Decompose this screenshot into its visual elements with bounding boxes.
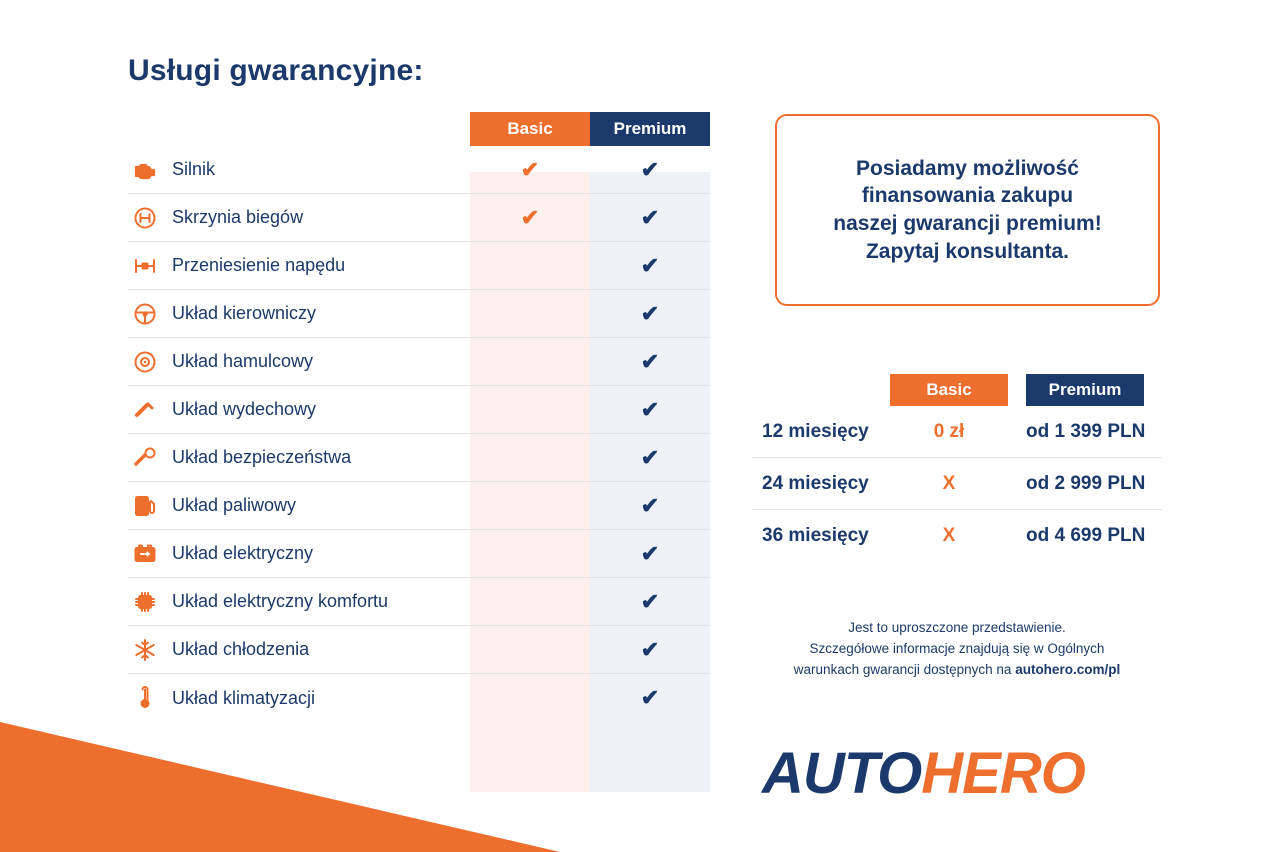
- basic-check: ✔: [520, 156, 540, 182]
- service-label-cell: [128, 541, 470, 567]
- service-label: Układ klimatyzacji: [172, 687, 316, 708]
- battery-icon: [132, 541, 158, 567]
- service-label-cell: [128, 589, 470, 615]
- fuel-pump-icon: [132, 493, 158, 519]
- service-label: Układ kierowniczy: [172, 303, 317, 323]
- logo-auto: AUTO: [762, 741, 922, 806]
- services-table: [128, 112, 710, 722]
- premium-check: ✔: [640, 156, 660, 182]
- pricing-row: [752, 510, 1162, 562]
- promo-line-1: Posiadamy możliwość: [856, 156, 1079, 180]
- service-label-cell: [128, 349, 470, 375]
- pricing-basic-value: X: [942, 472, 956, 494]
- promo-line-3: naszej gwarancji premium!: [833, 212, 1102, 235]
- drivetrain-icon: [132, 253, 158, 279]
- service-label: Układ hamulcowy: [172, 351, 314, 371]
- premium-check: ✔: [640, 685, 660, 710]
- service-label-cell: [128, 397, 470, 423]
- service-label: Układ wydechowy: [172, 399, 317, 419]
- service-label: Silnik: [172, 159, 216, 179]
- premium-check: ✔: [640, 636, 660, 662]
- table-row: [128, 146, 710, 194]
- steering-wheel-icon: [132, 301, 158, 327]
- disclaimer-line-1: Jest to uproszczone przedstawienie.: [848, 620, 1066, 635]
- autohero-link[interactable]: autohero.com/pl: [1015, 661, 1121, 677]
- pricing-row: [752, 406, 1162, 458]
- services-panel: [128, 54, 713, 722]
- table-row: [128, 434, 710, 482]
- premium-check: ✔: [640, 348, 660, 374]
- pricing-premium-value: od 4 699 PLN: [1026, 525, 1146, 546]
- premium-check: ✔: [640, 492, 660, 518]
- engine-icon: [132, 157, 158, 183]
- premium-check: ✔: [640, 204, 660, 230]
- service-label: Przeniesienie napędu: [172, 255, 346, 275]
- table-row: [128, 674, 710, 722]
- promo-text: [833, 155, 1101, 266]
- pricing-basic-value: X: [942, 525, 956, 546]
- gearbox-icon: [132, 205, 158, 231]
- services-table-header: [128, 112, 710, 146]
- premium-check: ✔: [640, 252, 660, 278]
- disclaimer-text: [752, 618, 1162, 681]
- logo-hero: HERO: [921, 741, 1085, 806]
- pricing-basic-value: 0 zł: [933, 420, 965, 442]
- table-row: [128, 338, 710, 386]
- brake-disc-icon: [132, 349, 158, 375]
- disclaimer-line-3: [752, 660, 1162, 681]
- service-label: Skrzynia biegów: [172, 207, 304, 227]
- service-label-cell: [128, 253, 470, 279]
- exhaust-icon: [132, 397, 158, 423]
- pricing-header-premium: Premium: [1026, 374, 1144, 406]
- service-label-cell: [128, 445, 470, 471]
- pricing-table: [752, 374, 1162, 562]
- service-label-cell: [128, 205, 470, 231]
- table-row: [128, 482, 710, 530]
- pricing-term: 36 miesięcy: [762, 525, 869, 546]
- chip-icon: [132, 589, 158, 615]
- disclaimer-line-3-prefix: warunkach gwarancji dostępnych na: [793, 661, 1016, 677]
- snowflake-icon: [132, 637, 158, 663]
- thermometer-icon: [132, 685, 158, 711]
- basic-check: ✔: [520, 204, 540, 230]
- service-label-cell: [128, 685, 470, 711]
- table-row: [128, 194, 710, 242]
- service-label: Układ elektryczny: [172, 543, 314, 563]
- service-label-cell: [128, 637, 470, 663]
- service-label: Układ paliwowy: [172, 495, 297, 515]
- premium-check: ✔: [640, 540, 660, 566]
- column-header-basic: Basic: [470, 112, 590, 146]
- service-label: Układ elektryczny komfortu: [172, 591, 389, 611]
- pricing-header-basic: Basic: [890, 374, 1008, 406]
- disclaimer-line-2: Szczegółowe informacje znajdują się w Ogólnych: [809, 640, 1105, 656]
- services-rows: [128, 146, 710, 722]
- table-row: [128, 578, 710, 626]
- service-label-cell: [128, 157, 470, 183]
- table-row: [128, 626, 710, 674]
- column-header-premium: Premium: [590, 112, 710, 146]
- pricing-table-header: [890, 374, 1162, 406]
- promo-line-4: Zapytaj konsultanta.: [865, 239, 1070, 263]
- table-row: [128, 242, 710, 290]
- pricing-term: 12 miesięcy: [762, 420, 869, 442]
- premium-check: ✔: [640, 588, 660, 614]
- service-label: Układ chłodzenia: [172, 639, 310, 659]
- page-title: Usługi gwarancyjne:: [128, 54, 424, 87]
- table-row: [128, 290, 710, 338]
- pricing-premium-value: od 1 399 PLN: [1026, 420, 1146, 442]
- financing-promo-box: [775, 114, 1160, 306]
- table-row: [128, 386, 710, 434]
- airbag-icon: [132, 445, 158, 471]
- pricing-premium-value: od 2 999 PLN: [1026, 472, 1146, 494]
- service-label-cell: [128, 301, 470, 327]
- header-spacer: [128, 112, 470, 146]
- promo-line-2: finansowania zakupu: [861, 184, 1074, 208]
- premium-check: ✔: [640, 300, 660, 326]
- service-label-cell: [128, 493, 470, 519]
- premium-check: ✔: [640, 444, 660, 470]
- premium-check: ✔: [640, 396, 660, 422]
- service-label: Układ bezpieczeństwa: [172, 447, 352, 467]
- autohero-logo: [762, 741, 1085, 806]
- pricing-row: [752, 458, 1162, 510]
- table-row: [128, 530, 710, 578]
- pricing-term: 24 miesięcy: [762, 472, 869, 494]
